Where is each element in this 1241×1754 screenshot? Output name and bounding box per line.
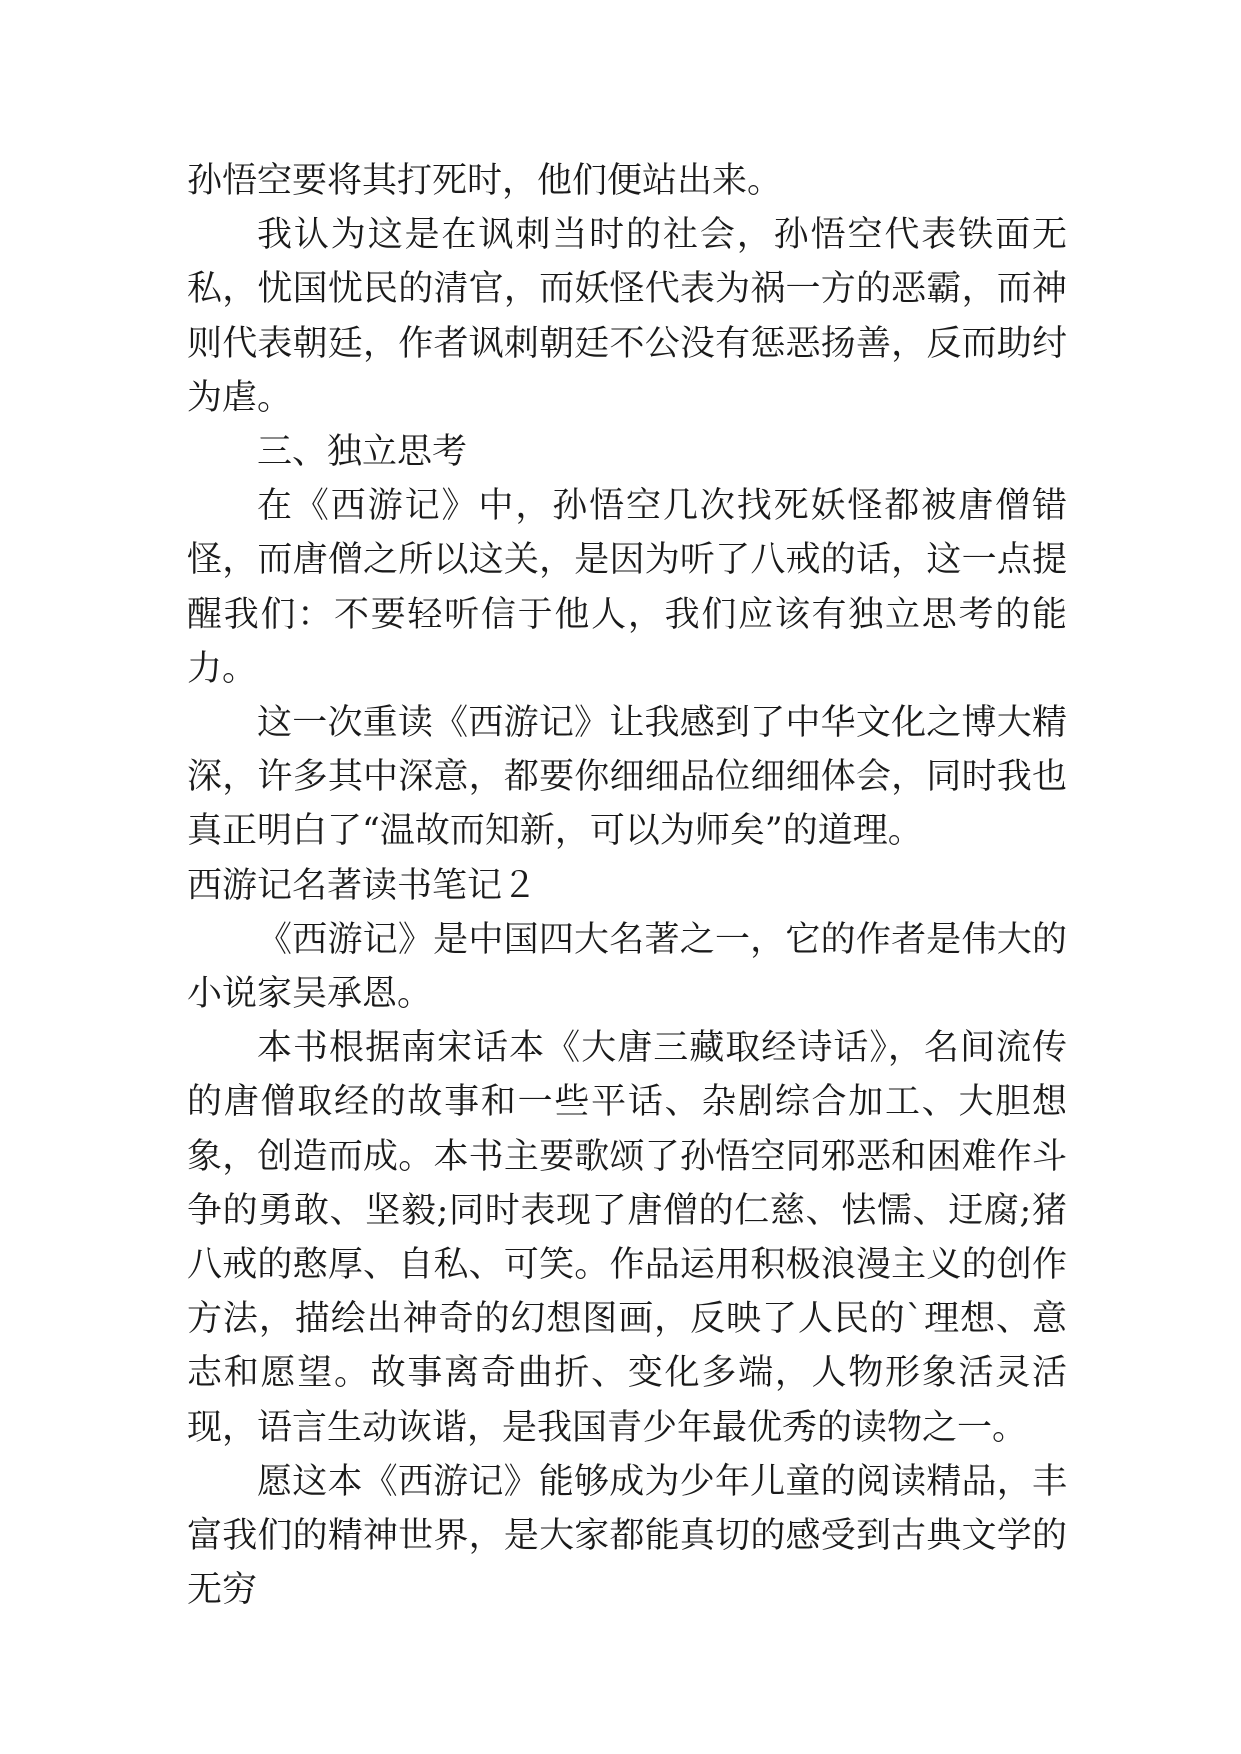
document-body <box>187 154 1067 1617</box>
paragraph-continuation: 孙悟空要将其打死时，他们便站出来。 <box>187 161 783 201</box>
paragraph: 在《西游记》中，孙悟空几次找死妖怪都被唐僧错怪，而唐僧之所以这关，是因为听了八戒的话，这一点提醒我们：不要轻听信于他人，我们应该有独立思考的能力。 <box>187 486 1067 689</box>
paragraph: 愿这本《西游记》能够成为少年儿童的阅读精品，丰富我们的精神世界，是大家都能真切的感受到古典文学的无穷 <box>187 1461 1067 1611</box>
paragraph: 我认为这是在讽刺当时的社会，孙悟空代表铁面无私，忧国忧民的清官，而妖怪代表为祸一方的恶霸，而神则代表朝廷，作者讽刺朝廷不公没有惩恶扬善，反而助纣为虐。 <box>187 215 1067 418</box>
paragraph: 《西游记》是中国四大名著之一，它的作者是伟大的小说家吴承恩。 <box>187 919 1067 1015</box>
document-title: 西游记名著读书笔记２ <box>187 865 538 906</box>
section-heading: 三、独立思考 <box>257 432 468 473</box>
paragraph: 本书根据南宋话本《大唐三藏取经诗话》，名间流传的唐僧取经的故事和一些平话、杂剧综合加工、大胆想象，创造而成。本书主要歌颂了孙悟空同邪恶和困难作斗争的勇敢、坚毅;同时表现了唐僧的仁慈、怯懦、迂腐;猪八戒的憨厚、自私、可笑。作品运用积极浪漫主义的创作方法，描绘出神奇的幻想图画，反映了人民的`理想、意志和愿望。故事离奇曲折、变化多端，人物形象活灵活现，语言生动诙谐，是我国青少年最优秀的读物之一。 <box>187 1028 1067 1448</box>
paragraph: 这一次重读《西游记》让我感到了中华文化之博大精深，许多其中深意，都要你细细品位细细体会，同时我也真正明白了“温故而知新，可以为师矣”的道理。 <box>187 703 1067 852</box>
